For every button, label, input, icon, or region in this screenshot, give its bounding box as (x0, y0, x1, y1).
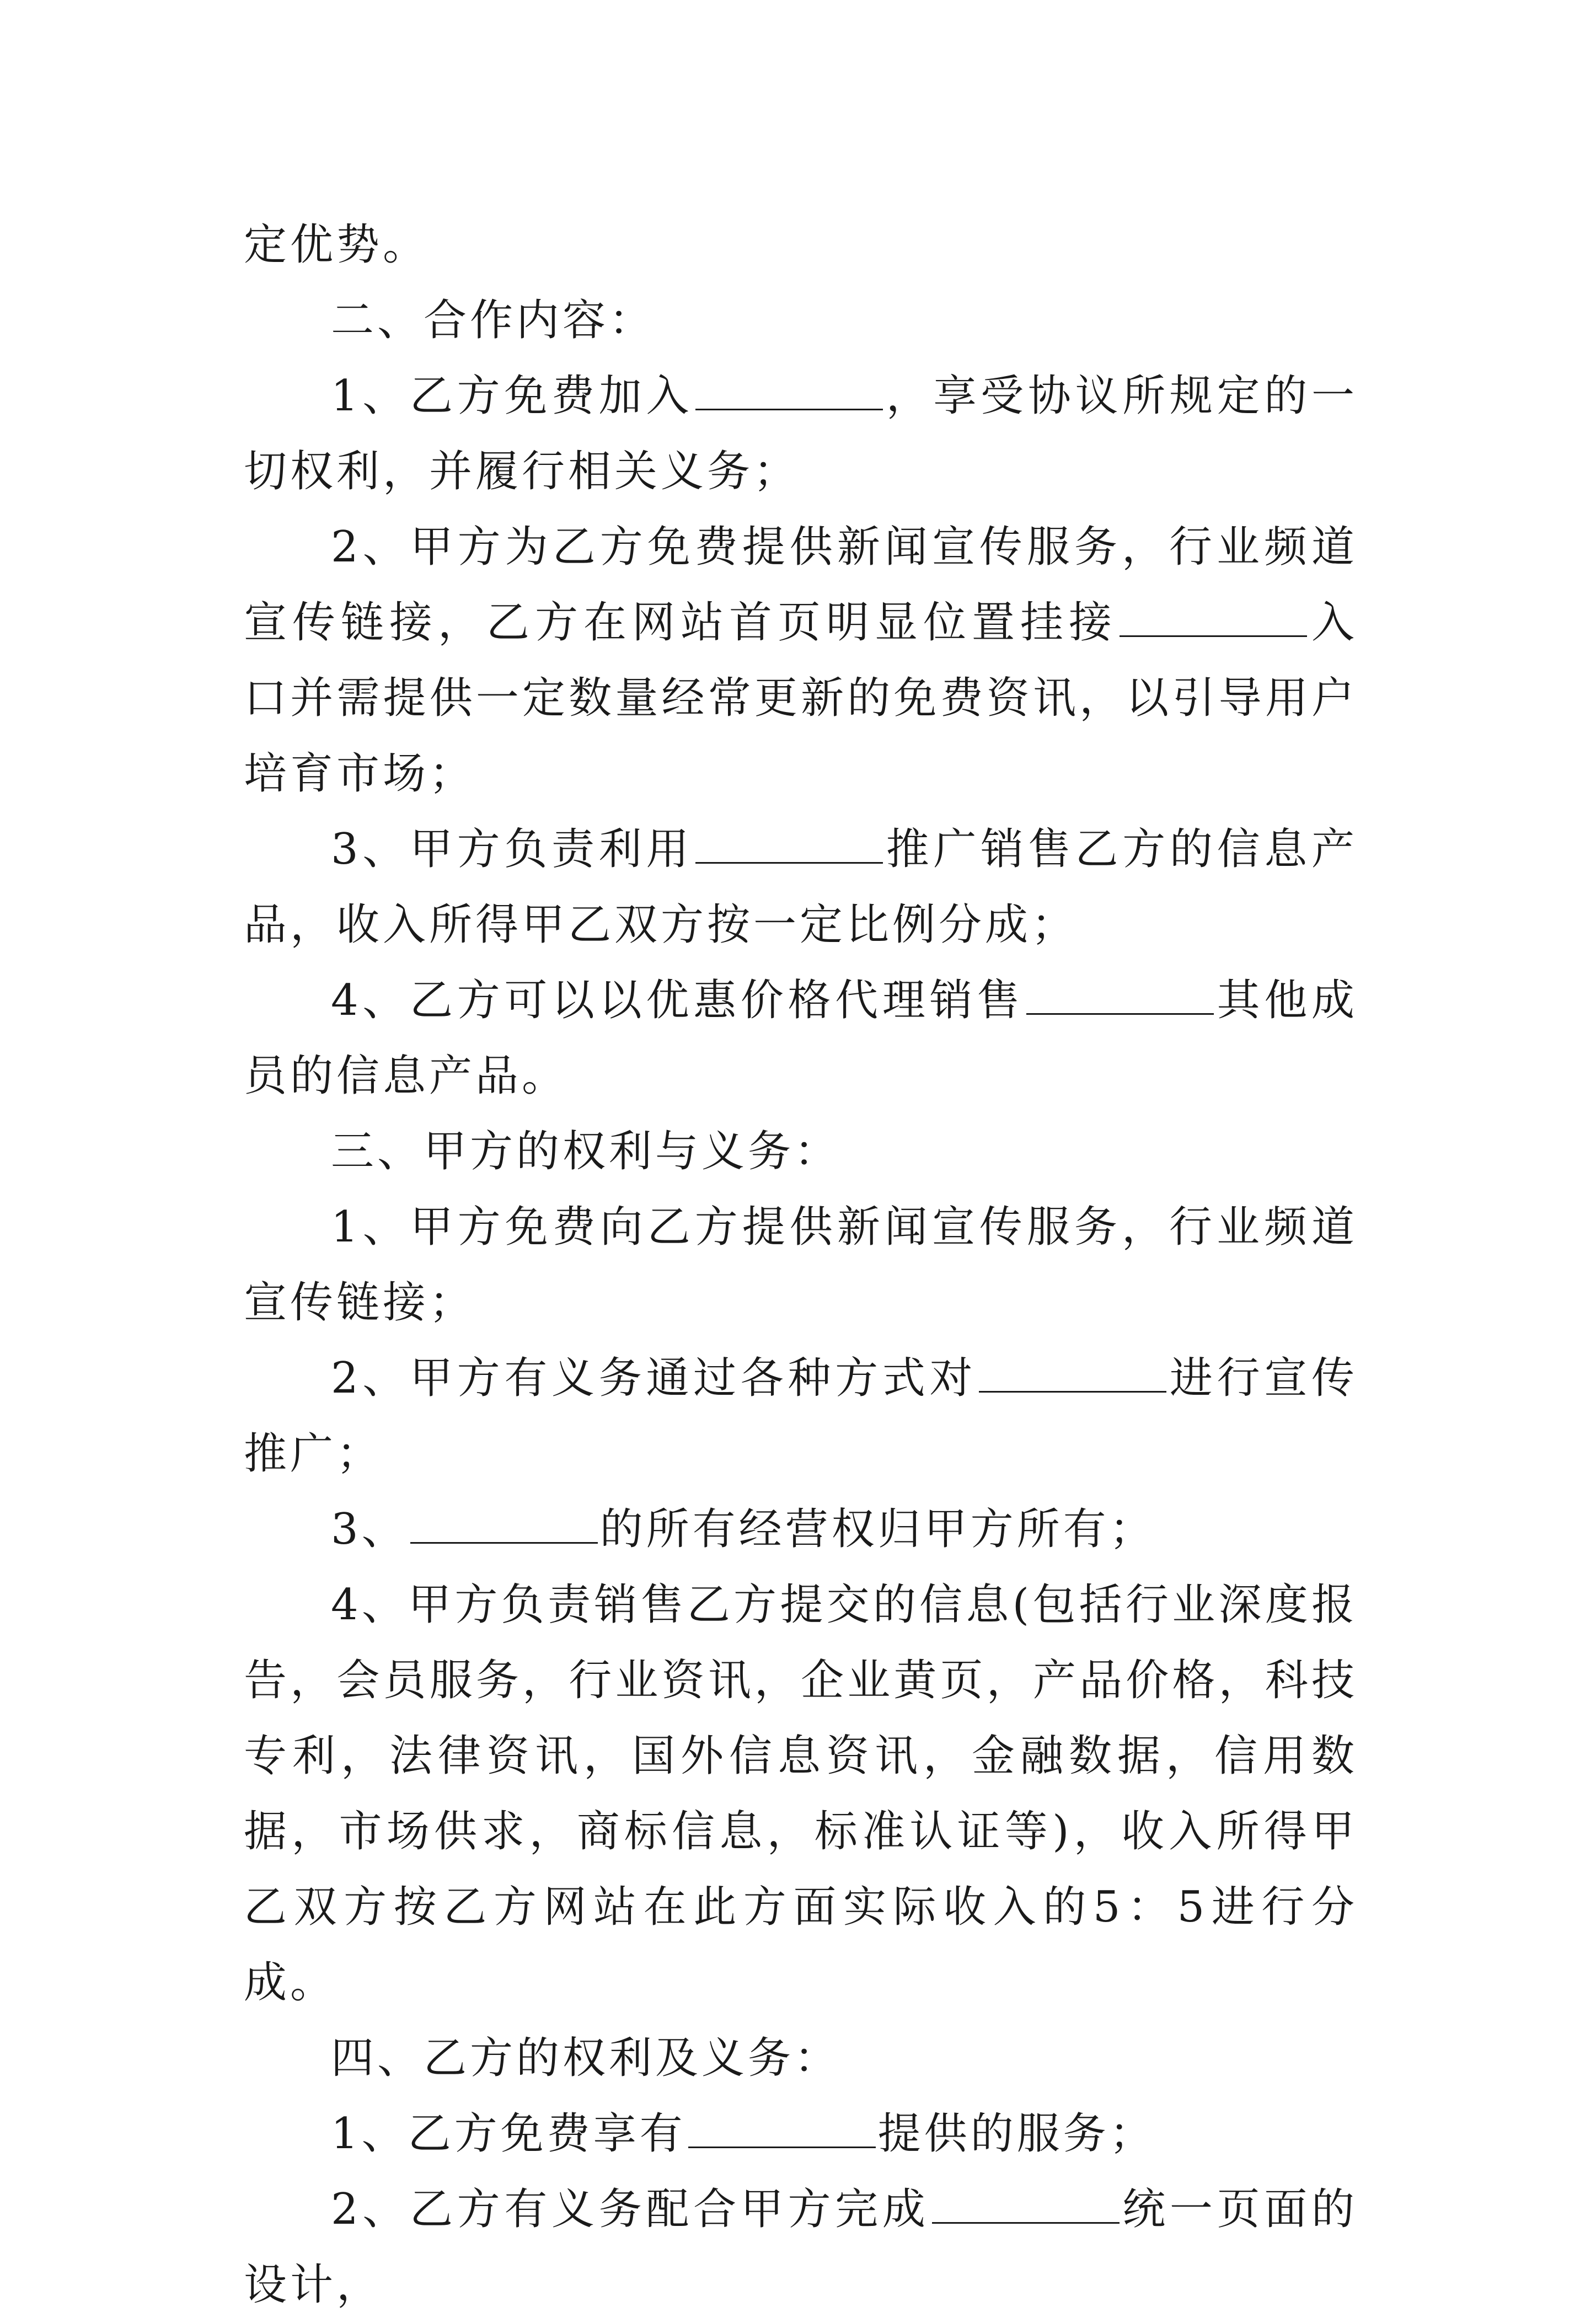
paragraph-text: 1、甲方免费向乙方提供新闻宣传服务，行业频道宣传链接； (244, 1202, 1358, 1328)
paragraph-text: 1、乙方免费加入 (331, 371, 694, 421)
paragraph-text: 统一页面的设计， (244, 2185, 1358, 2310)
fill-in-blank (695, 823, 883, 864)
paragraph (244, 812, 1358, 963)
fill-in-blank (688, 2108, 876, 2148)
paragraph-text: 提供的服务； (877, 2109, 1156, 2159)
fill-in-blank (695, 370, 883, 410)
paragraph (244, 207, 1358, 283)
paragraph-text: 2、甲方有义务通过各种方式对 (331, 1353, 977, 1403)
paragraph (244, 1114, 1358, 1190)
paragraph-text: 三、甲方的权利与义务： (331, 1127, 841, 1176)
paragraph-text: 的所有经营权归甲方所有； (599, 1505, 1156, 1554)
document-page (244, 207, 1358, 2323)
paragraph-text: 2、乙方有义务配合甲方完成 (331, 2185, 930, 2234)
paragraph-text: 2、甲方为乙方免费提供新闻宣传服务，行业频道宣传链接，乙方在网站首页明显位置挂接 (244, 522, 1358, 647)
fill-in-blank (410, 1503, 598, 1544)
paragraph (244, 1190, 1358, 1341)
paragraph (244, 2172, 1358, 2323)
paragraph-text: 四、乙方的权利及义务： (331, 2033, 841, 2083)
paragraph-text: 二、合作内容： (331, 296, 656, 345)
paragraph (244, 358, 1358, 510)
fill-in-blank (979, 1352, 1166, 1393)
paragraph (244, 1341, 1358, 1492)
paragraph-text: 其他成员的信息产品。 (244, 976, 1358, 1101)
paragraph-text: 4、甲方负责销售乙方提交的信息(包括行业深度报告，会员服务，行业资讯，企业黄页，产品价格，科技专利，法律资讯，国外信息资讯，金融数据，信用数据，市场供求，商标信息，标准认证等)，收入所得甲乙双方按乙方网站在此方面实际收入的5：5进行分成。 (244, 1580, 1358, 2008)
paragraph (244, 283, 1358, 358)
paragraph (244, 963, 1358, 1114)
paragraph-text: 定优势。 (244, 220, 430, 270)
paragraph-text: 3、 (331, 1505, 408, 1554)
fill-in-blank (932, 2183, 1120, 2224)
paragraph-text: ，享受协议所规定的一切权利，并履行相关义务； (244, 371, 1358, 496)
paragraph-text: 入口并需提供一定数量经常更新的免费资讯，以引导用户培育市场； (244, 598, 1358, 799)
paragraph-text: 1、乙方免费享有 (331, 2109, 686, 2159)
paragraph-text: 进行宣传推广； (244, 1353, 1358, 1479)
paragraph-text: 3、甲方负责利用 (331, 825, 694, 874)
paragraph (244, 2021, 1358, 2096)
paragraph (244, 510, 1358, 812)
paragraph-text: 4、乙方可以以优惠价格代理销售 (331, 976, 1024, 1025)
paragraph (244, 1492, 1358, 1567)
fill-in-blank (1120, 597, 1307, 637)
paragraph-text: 推广销售乙方的信息产品，收入所得甲乙双方按一定比例分成； (244, 825, 1358, 950)
paragraph (244, 2096, 1358, 2172)
paragraph (244, 1567, 1358, 2021)
fill-in-blank (1026, 975, 1214, 1015)
